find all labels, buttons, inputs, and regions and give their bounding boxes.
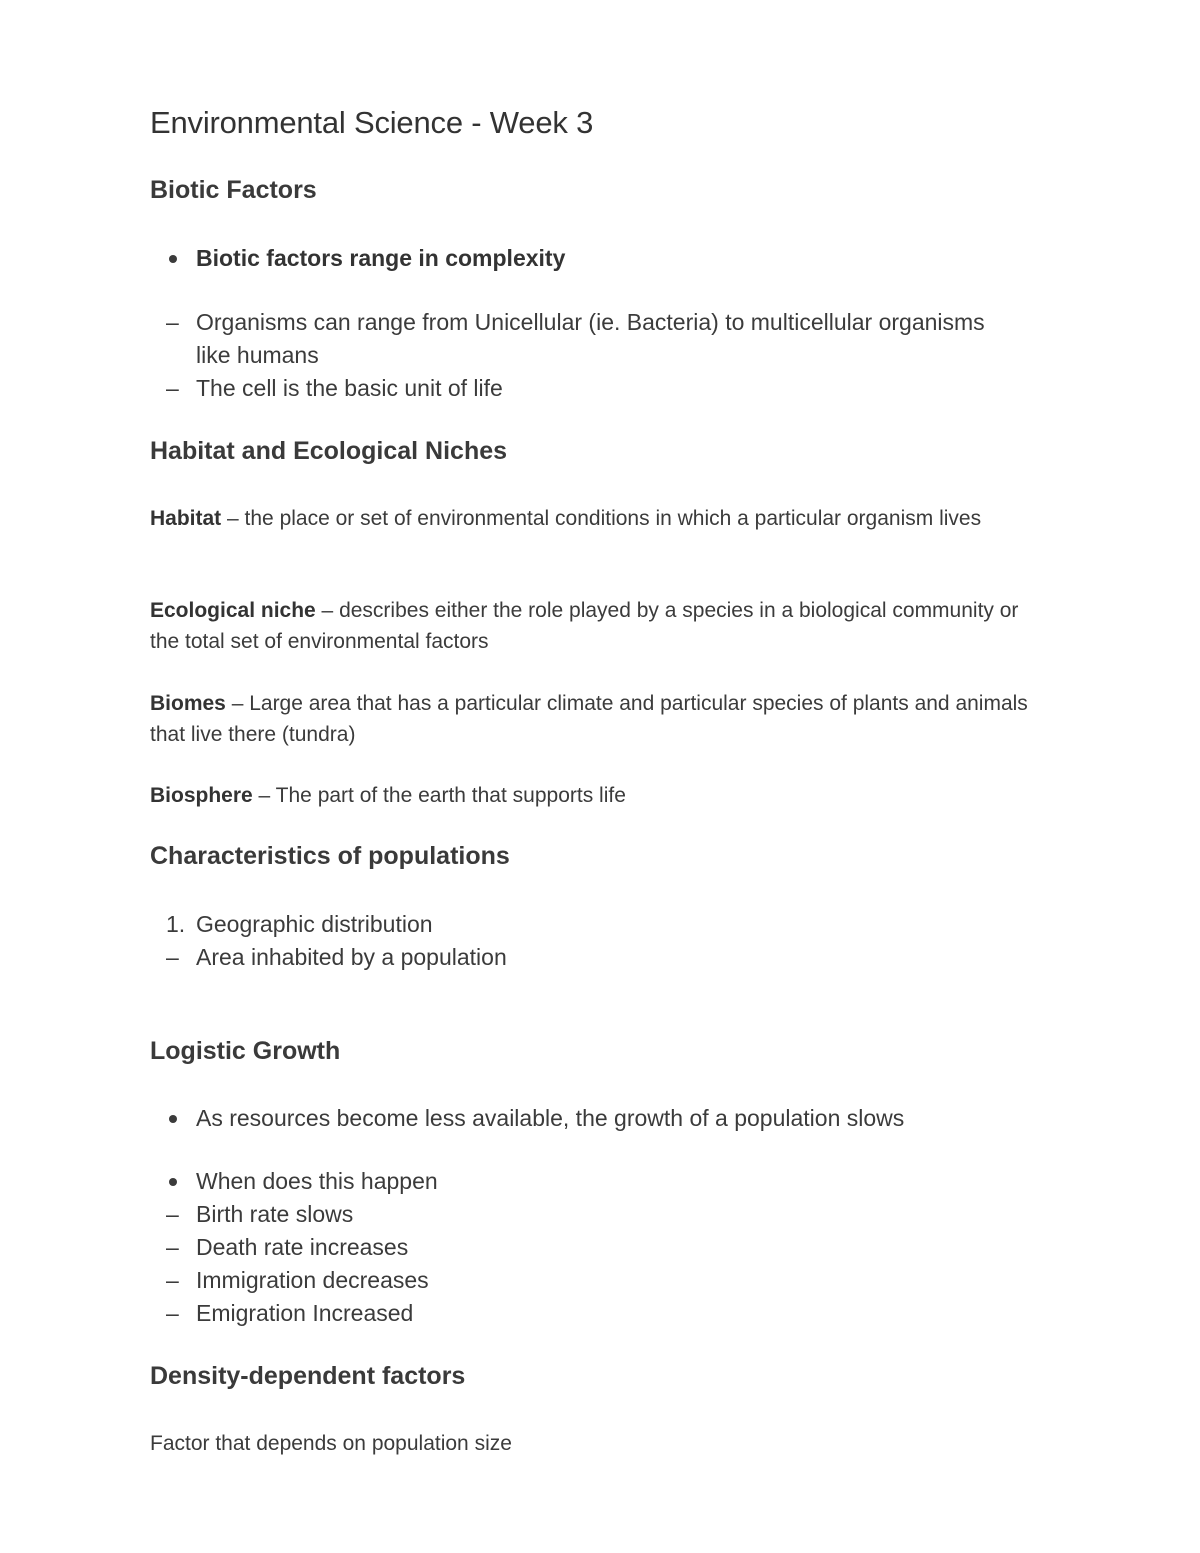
dash-marker: – [166,944,179,970]
list-item: – Organisms can range from Unicellular (ie. Bacteria) to multicellular organisms like humans [166,306,1026,372]
definition-niche [150,595,1030,657]
definition-text: – Large area that has a particular climate and particular species of plants and animals that live there (tundra) [150,692,1028,746]
list-item: – Immigration decreases [166,1264,1026,1297]
dash-marker: – [166,1267,179,1293]
list-item: – Emigration Increased [166,1297,1026,1330]
definition-text: – describes either the role played by a species in a biological community or the total set of environmental factors [150,599,1019,653]
number-marker: 1. [166,911,186,937]
dash-marker: – [166,1300,179,1326]
term: Biomes [150,692,226,715]
dash-marker: – [166,1234,179,1260]
paragraph-density: Factor that depends on population size [150,1432,512,1455]
list-item: – The cell is the basic unit of life [166,372,1026,405]
definition-biosphere [150,780,1050,811]
list-item: When does this happen [166,1165,1026,1198]
list-item: 1. Geographic distribution [166,908,1026,941]
term: Ecological niche [150,599,316,622]
term: Habitat [150,507,222,530]
bullet-icon [169,1115,177,1123]
list-item: – Area inhabited by a population [166,941,1026,974]
bullet-icon [169,1178,177,1186]
page-title: Environmental Science - Week 3 [150,105,594,140]
dash-marker: – [166,309,179,335]
term: Biosphere [150,784,253,807]
heading-biotic-factors: Biotic Factors [150,176,317,204]
heading-habitat: Habitat and Ecological Niches [150,437,508,465]
dash-marker: – [166,1201,179,1227]
definition-habitat [150,503,990,534]
list-item: – Death rate increases [166,1231,1026,1264]
heading-density-dependent: Density-dependent factors [150,1362,466,1390]
list-item: As resources become less available, the growth of a population slows [166,1102,1026,1135]
list-item: Biotic factors range in complexity [166,242,1026,275]
bullet-icon [169,255,177,263]
definition-biomes [150,688,1050,750]
definition-text: – The part of the earth that supports life [252,784,626,807]
heading-logistic-growth: Logistic Growth [150,1037,341,1065]
list-item: – Birth rate slows [166,1198,1026,1231]
heading-populations: Characteristics of populations [150,842,510,870]
dash-marker: – [166,375,179,401]
definition-text: – the place or set of environmental conditions in which a particular organism lives [221,507,982,530]
